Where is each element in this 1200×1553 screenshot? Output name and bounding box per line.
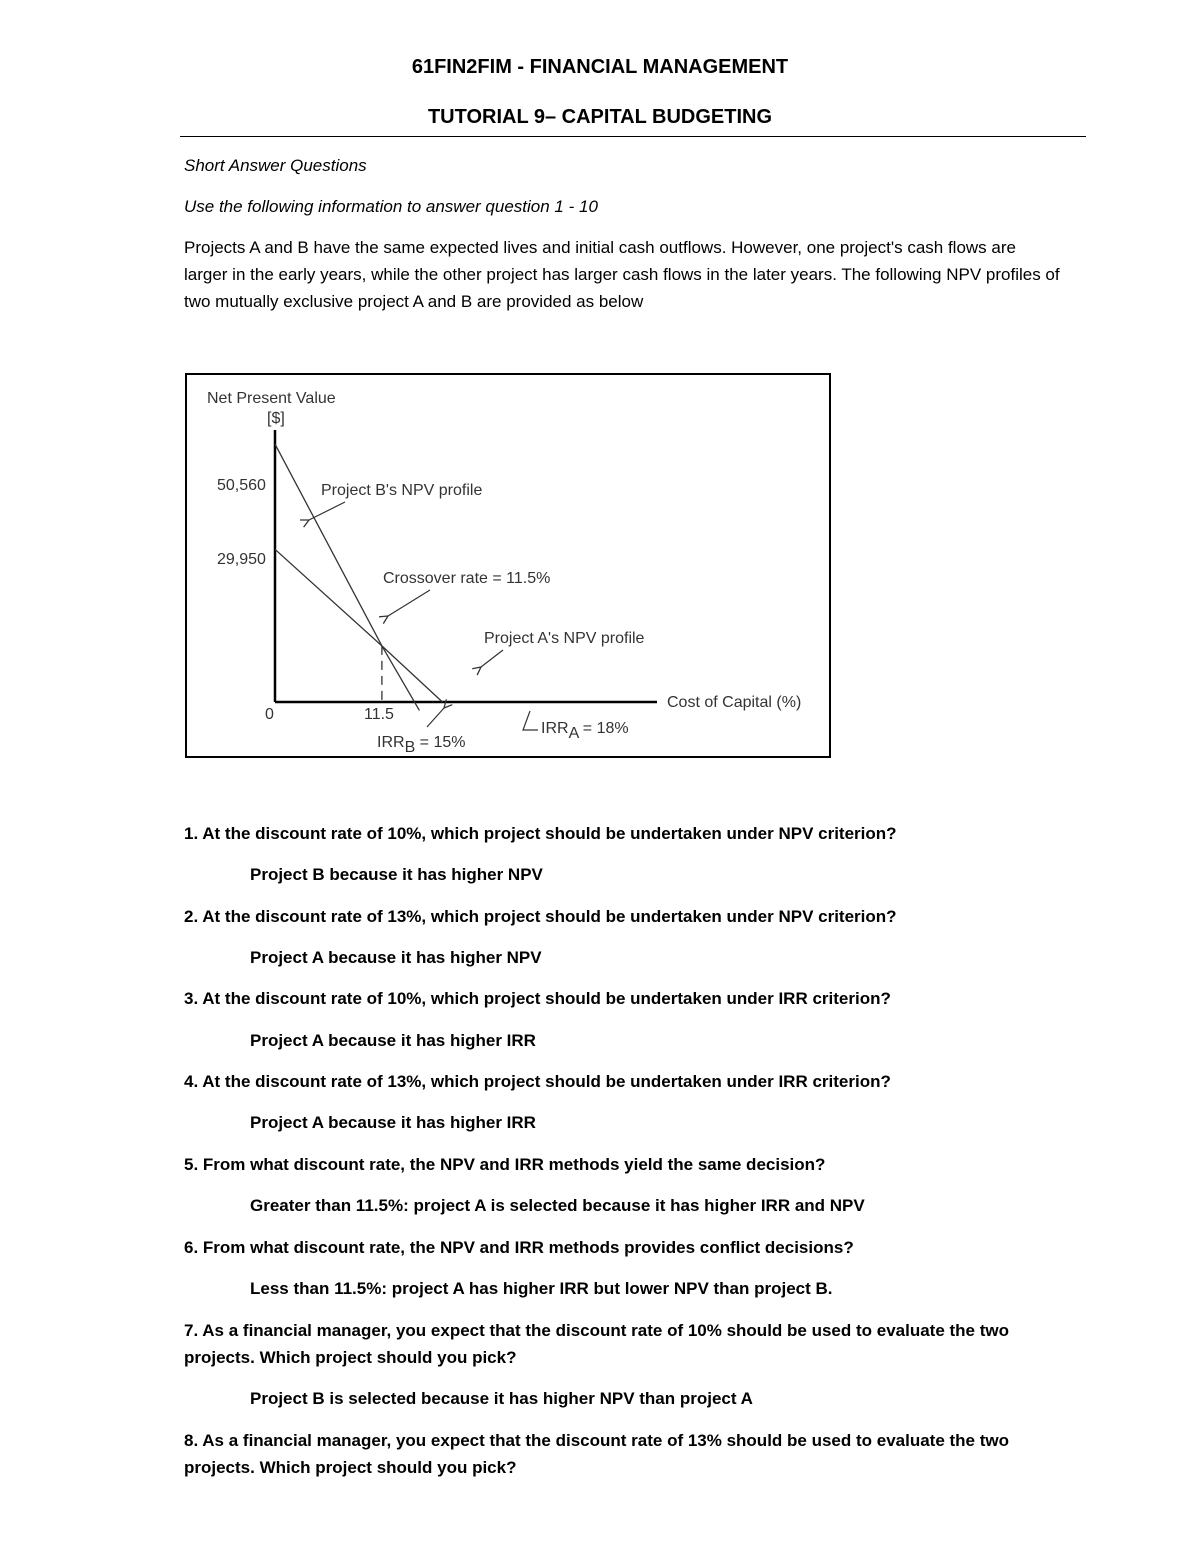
header-divider [180,136,1086,137]
question-5: 5. From what discount rate, the NPV and IRR methods yield the same decision? [184,1155,826,1174]
answer-2: Project A because it has higher NPV [250,948,542,967]
project-b-label: Project B's NPV profile [321,482,483,499]
question-4: 4. At the discount rate of 13%, which project should be undertaken under IRR criterion? [184,1072,891,1091]
question-8-line-2: projects. Which project should you pick? [184,1458,517,1477]
course-title: 61FIN2FIM - FINANCIAL MANAGEMENT [411,56,789,78]
y-tick-50560: 50,560 [217,477,266,494]
y-tick-29950: 29,950 [217,551,266,568]
tutorial-title: TUTORIAL 9– CAPITAL BUDGETING [427,106,773,128]
intro-paragraph: Projects A and B have the same expected lives and initial cash outflows. However, one project's cash flows are larger in the early years, while the other project has larger cash flows in the later years. The following NPV profiles of two mutually exclusive project A and B are provided as below [184,238,1060,311]
instruction-text: Use the following information to answer question 1 - 10 [184,197,598,216]
answer-1: Project B because it has higher NPV [250,865,543,884]
y-axis-label: Net Present Value [207,390,336,407]
answer-7: Project B is selected because it has higher NPV than project A [250,1389,753,1408]
npv-chart-svg [187,375,833,760]
x-axis-label: Cost of Capital (%) [667,694,802,711]
answer-4: Project A because it has higher IRR [250,1113,536,1132]
answer-5: Greater than 11.5%: project A is selected because it has higher IRR and NPV [250,1196,865,1215]
question-3: 3. At the discount rate of 10%, which project should be undertaken under IRR criterion? [184,989,891,1008]
question-8-line-1: 8. As a financial manager, you expect that the discount rate of 13% should be used to evaluate the two [184,1431,1010,1450]
crossover-arrow [388,590,430,616]
question-7-line-2: projects. Which project should you pick? [184,1348,517,1367]
answer-3: Project A because it has higher IRR [250,1031,536,1050]
project-a-arrow [481,650,503,667]
question-7-line-1: 7. As a financial manager, you expect that the discount rate of 10% should be used to evaluate the two [184,1321,1010,1340]
project-a-label: Project A's NPV profile [484,630,645,647]
project-b-arrow [309,502,345,520]
question-1: 1. At the discount rate of 10%, which project should be undertaken under NPV criterion? [184,824,897,843]
irr-b-label: IRRB = 15% [377,734,466,756]
question-2: 2. At the discount rate of 13%, which project should be undertaken under NPV criterion? [184,907,897,926]
irr-a-label: IRRA = 18% [541,720,629,742]
x-tick-11-5: 11.5 [364,706,394,723]
irr-b-arrow [427,708,444,727]
answer-6: Less than 11.5%: project A has higher IRR but lower NPV than project B. [250,1279,833,1298]
section-title: Short Answer Questions [184,156,367,175]
irr-a-pointer [523,711,538,730]
y-axis-unit: [$] [267,410,285,427]
crossover-label: Crossover rate = 11.5% [383,570,551,587]
x-tick-0: 0 [265,706,274,723]
npv-profile-chart [185,373,831,758]
question-6: 6. From what discount rate, the NPV and IRR methods provides conflict decisions? [184,1238,854,1257]
